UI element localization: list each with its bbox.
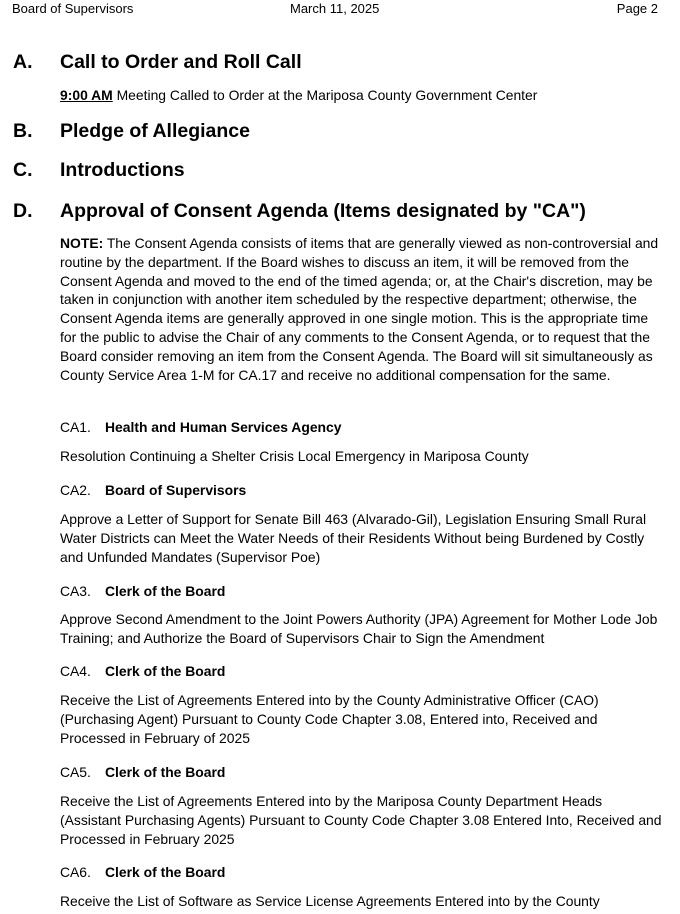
item-department: Clerk of the Board	[105, 764, 226, 780]
item-department: Board of Supervisors	[105, 482, 247, 498]
consent-agenda-note	[60, 234, 665, 384]
consent-item-description: Approve a Letter of Support for Senate Bill 463 (Alvarado-Gil), Legislation Ensuring Small Rural Water Districts can Meet the Water Needs of their Residents Without being Burdened by Costly and Unfunded Mandates (Supervisor Poe)	[60, 511, 647, 565]
item-number: CA4.	[60, 663, 91, 679]
consent-item-heading	[60, 582, 225, 600]
consent-item-description: Receive the List of Agreements Entered into by the County Administrative Officer (CAO) (Purchasing Agent) Pursuant to County Code Chapter 3.08, Entered into, Received and Processed in February of 2025	[60, 692, 599, 746]
section-letter: B.	[13, 120, 33, 142]
section-title: Approval of Consent Agenda (Items designated by "CA")	[60, 200, 586, 222]
consent-item-heading	[60, 481, 246, 499]
header-page-number: Page 2	[616, 1, 658, 16]
section-title: Pledge of Allegiance	[60, 120, 250, 142]
note-text: The Consent Agenda consists of items that are generally viewed as non-controversial and routine by the department. If the Board wishes to discuss an item, it will be removed from the Consent Agenda and moved to the end of the timed agenda; or, at the Chair's discretion, may be taken in conjunction with another item scheduled by the respective department; otherwise, the Consent Agenda items are generally approved in one single motion. This is the appropriate time for the public to advise the Chair of any comments to the Consent Agenda, or to request that the Board consider removing an item from the Consent Agenda. The Board will sit simultaneously as County Service Area 1-M for CA.17 and receive no additional compensation for the same.	[60, 235, 659, 383]
consent-item-description: Receive the List of Agreements Entered into by the Mariposa County Department Heads (Assistant Purchasing Agents) Pursuant to County Code Chapter 3.08 Entered Into, Received and Processed in February 2025	[60, 793, 662, 847]
item-department: Clerk of the Board	[105, 864, 226, 880]
section-letter: A.	[13, 51, 33, 73]
item-department: Clerk of the Board	[105, 583, 226, 599]
call-to-order-text: Meeting Called to Order at the Mariposa County Government Center	[112, 87, 538, 103]
item-number: CA2.	[60, 482, 91, 498]
meeting-time: 9:00 AM	[60, 87, 113, 103]
item-department: Health and Human Services Agency	[105, 419, 342, 435]
consent-item-description: Receive the List of Software as Service License Agreements Entered into by the County	[60, 893, 600, 909]
item-number: CA3.	[60, 583, 91, 599]
item-number: CA1.	[60, 419, 91, 435]
call-to-order-line	[60, 86, 665, 105]
item-number: CA6.	[60, 864, 91, 880]
consent-item-heading	[60, 662, 225, 680]
note-label: NOTE:	[60, 235, 104, 251]
consent-item-description: Approve Second Amendment to the Joint Powers Authority (JPA) Agreement for Mother Lode Job Training; and Authorize the Board of Supervisors Chair to Sign the Amendment	[60, 611, 658, 646]
header-date: March 11, 2025	[290, 1, 380, 16]
consent-item-description: Resolution Continuing a Shelter Crisis Local Emergency in Mariposa County	[60, 448, 529, 464]
consent-item-heading	[60, 863, 225, 881]
consent-item-heading	[60, 418, 341, 436]
section-title: Call to Order and Roll Call	[60, 51, 302, 73]
item-number: CA5.	[60, 764, 91, 780]
consent-item-heading	[60, 763, 225, 781]
header-left: Board of Supervisors	[12, 1, 134, 16]
section-title: Introductions	[60, 159, 185, 181]
item-department: Clerk of the Board	[105, 663, 226, 679]
section-letter: C.	[13, 159, 33, 181]
section-letter: D.	[13, 200, 33, 222]
